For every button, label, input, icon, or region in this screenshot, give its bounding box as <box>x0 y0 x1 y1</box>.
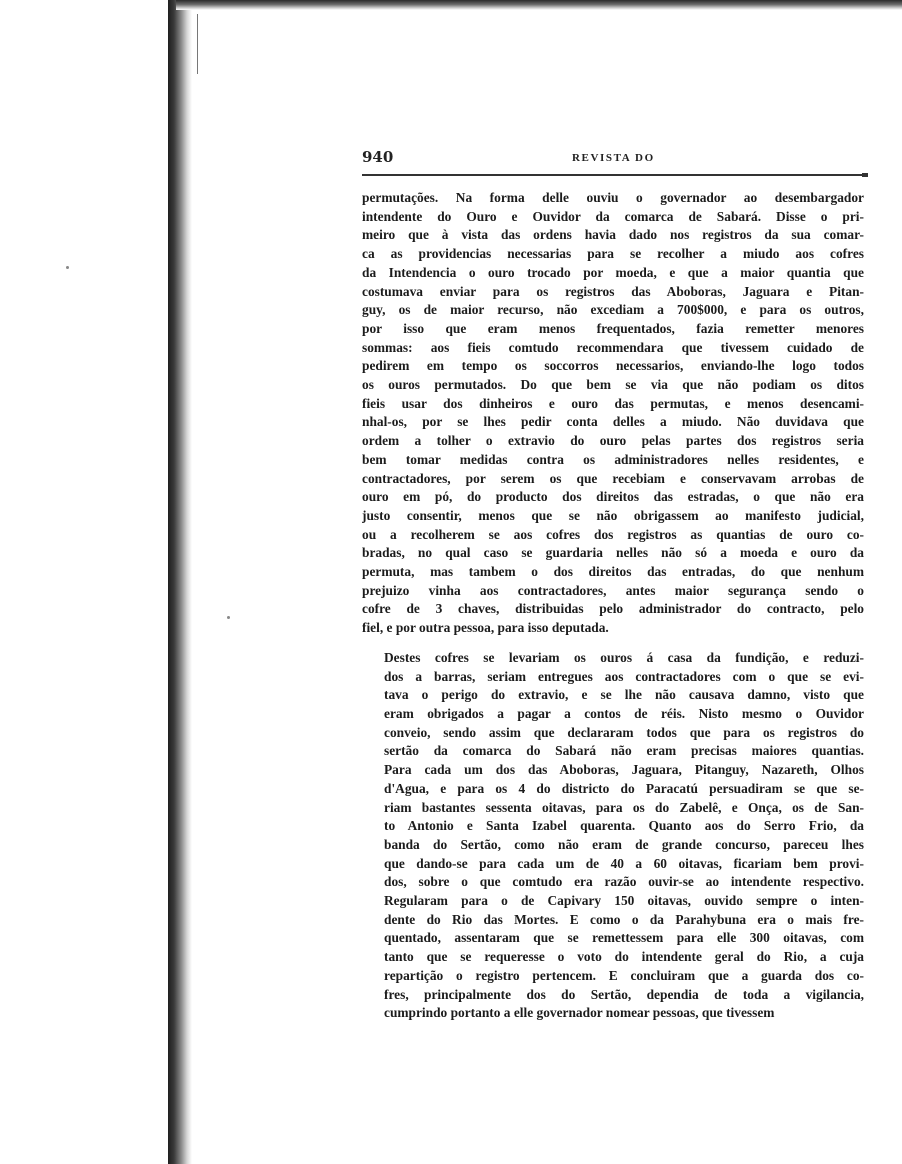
text-line: ca as providencias necessarias para se recolher a miudo aos cofres <box>362 246 864 262</box>
text-line: fres, principalmente dos do Sertão, dependia de toda a vigilancia, <box>384 986 864 1002</box>
text-line: os ouros permutados. Do que bem se via que não podiam os ditos <box>362 377 864 393</box>
text-line: guy, os de maior recurso, não excediam a 700$000, e para os outros, <box>362 302 864 318</box>
text-line: da Intendencia o ouro trocado por moeda, e que a maior quantia que <box>362 264 864 280</box>
text-line: riam bastantes sessenta oitavas, para os do Zabelê, e Onça, os de San- <box>384 799 864 815</box>
text-line: permutações. Na forma delle ouviu o governador ao desembargador <box>362 190 864 205</box>
text-line: pedirem em tempo os soccorros necessarios, enviando-lhe logo todos <box>362 358 864 374</box>
text-line: banda do Sertão, como não eram de grande concurso, pareceu lhes <box>384 836 864 852</box>
text-line: quentado, assentaram que se remettessem para elle 300 oitavas, com <box>384 930 864 946</box>
text-line: fiel, e por outra pessoa, para isso deputada. <box>362 620 609 636</box>
text-line: ou a recolherem se aos cofres dos registros as quantias de ouro co- <box>362 526 864 542</box>
text-line: permuta, mas tambem o dos direitos das entradas, do que nenhum <box>362 564 864 580</box>
gutter-mark <box>197 14 198 74</box>
text-line: dente do Rio das Mortes. E como o da Parahybuna era o mais fre- <box>384 911 864 927</box>
text-line: fieis usar dos dinheiros e ouro das permutas, e menos desencami- <box>362 395 864 411</box>
page-header <box>362 146 864 170</box>
page-number: 940 <box>362 148 394 166</box>
text-line: conveio, sendo assim que declararam todos que para os registros do <box>384 724 864 740</box>
text-line: tava o perigo do extravio, e se lhe não causava damno, visto que <box>384 687 864 703</box>
left-margin <box>0 0 168 1164</box>
text-line: to Antonio e Santa Izabel quarenta. Quanto aos do Serro Frio, da <box>384 818 864 834</box>
page-top-edge <box>176 0 902 10</box>
text-line: ordem a tolher o extravio do ouro pelas partes dos registros seria <box>362 433 864 449</box>
text-line: tanto que se requeresse o voto do intendente geral do Rio, a cuja <box>384 949 864 965</box>
text-line: eram obrigados a pagar a contos de réis. Nisto mesmo o Ouvidor <box>384 705 864 721</box>
scan-speck <box>227 616 230 619</box>
text-line: contractadores, por serem os que recebiam e conservavam arrobas de <box>362 470 864 486</box>
text-line: dos a barras, seriam entregues aos contractadores com o que se evi- <box>384 668 864 684</box>
book-gutter-shadow <box>168 0 192 1164</box>
header-rule <box>362 174 864 176</box>
text-line: Para cada um dos das Aboboras, Jaguara, Pitanguy, Nazareth, Olhos <box>384 762 864 778</box>
text-line: por isso que eram menos frequentados, fazia remetter menores <box>362 320 864 336</box>
paragraph-1 <box>362 189 864 638</box>
text-line: d'Agua, e para os 4 do districto do Paracatú persuadiram se que se- <box>384 780 864 796</box>
paragraph-2 <box>362 649 864 1023</box>
text-line: ouro em pó, do producto dos direitos das estradas, o que não era <box>362 489 864 505</box>
text-line: cumprindo portanto a elle governador nomear pessoas, que tivessem <box>384 1005 775 1021</box>
text-line: nhal-os, por se lhes pedir conta delles a miudo. Não duvidava que <box>362 414 864 430</box>
text-line: Regularam para o de Capivary 150 oitavas, ouvido sempre o inten- <box>384 893 864 909</box>
text-line: repartição o registro pertencem. E concluiram que a guarda dos co- <box>384 967 864 983</box>
text-line: bem tomar medidas contra os administradores nelles residentes, e <box>362 451 864 467</box>
scan-speck <box>66 266 69 269</box>
text-line: sertão da comarca do Sabará não eram precisas maiores quantias. <box>384 743 864 759</box>
text-line: que dando-se para cada um de 40 a 60 oitavas, ficariam bem provi- <box>384 855 864 871</box>
text-line: cofre de 3 chaves, distribuidas pelo administrador do contracto, pelo <box>362 601 864 617</box>
text-line: costumava enviar para os registros das Aboboras, Jaguara e Pitan- <box>362 283 864 299</box>
text-line: justo consentir, menos que se não obrigassem ao manifesto judicial, <box>362 507 864 523</box>
text-line: bradas, no qual caso se guardaria nelles não só a moeda e ouro da <box>362 545 864 561</box>
text-line: meiro que à vista das ordens havia dado nos registros da sua comar- <box>362 227 864 243</box>
text-line: prejuizo vinha aos contractadores, antes maior segurança sendo o <box>362 582 864 598</box>
page-body <box>362 189 864 1023</box>
text-line: dos, sobre o que comtudo era razão ouvir-se ao intendente respectivo. <box>384 874 864 890</box>
text-line: sommas: aos fieis comtudo recommendara que tivessem cuidado de <box>362 339 864 355</box>
text-line: intendente do Ouro e Ouvidor da comarca de Sabará. Disse o pri- <box>362 208 864 224</box>
text-line: Destes cofres se levariam os ouros á casa da fundição, e reduzi- <box>384 649 864 665</box>
running-title: REVISTA DO <box>572 152 655 164</box>
